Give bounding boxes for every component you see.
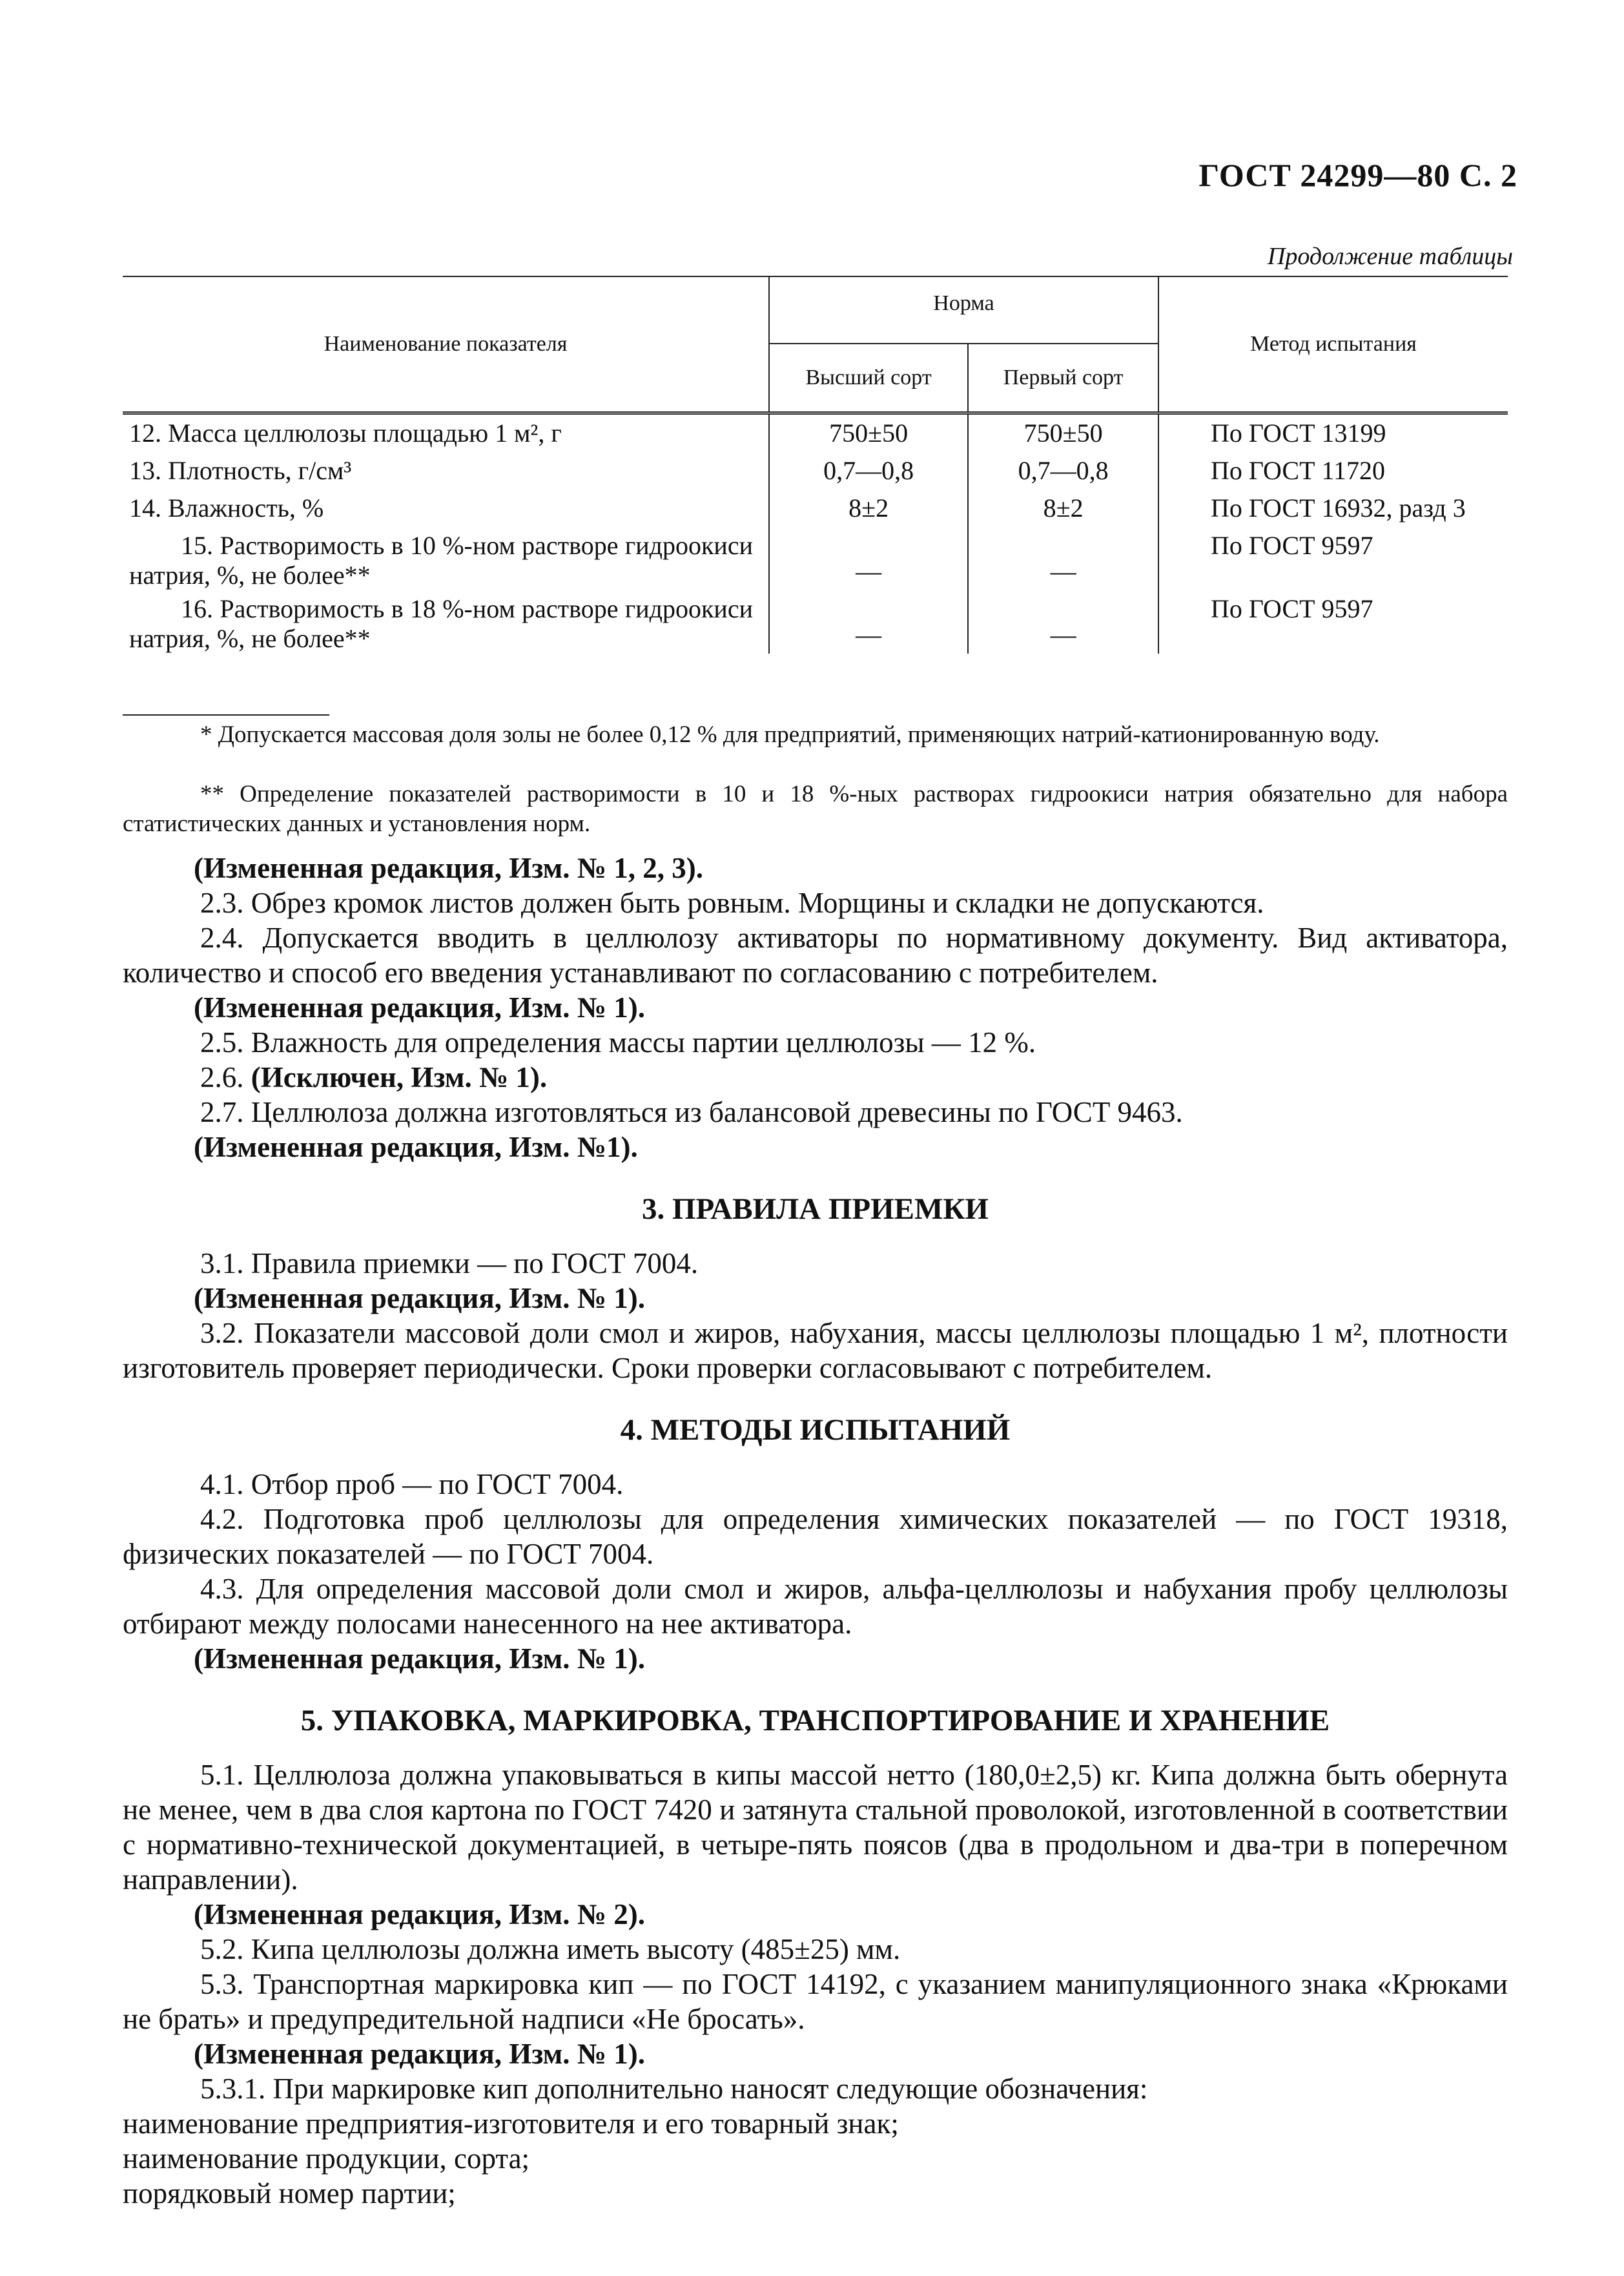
spec-table bbox=[123, 276, 1508, 654]
col-header-name: Наименование показателя bbox=[123, 276, 769, 413]
cell-grade-top-wrap bbox=[769, 527, 968, 590]
section-3-heading: 3. ПРАВИЛА ПРИЕМКИ bbox=[642, 1192, 989, 1226]
paragraph-2-6-number: 2.6. bbox=[200, 1061, 244, 1093]
cell-grade-top-wrap bbox=[769, 590, 968, 654]
cell-name: 14. Влажность, % bbox=[123, 490, 769, 527]
amendment-note: (Измененная редакция, Изм. №1). bbox=[194, 1131, 638, 1163]
paragraph-5-2: 5.2. Кипа целлюлозы должна иметь высоту (485±25) мм. bbox=[200, 1933, 901, 1965]
cell-grade-top: 750±50 bbox=[769, 413, 968, 453]
cell-method: По ГОСТ 9597 bbox=[1158, 590, 1508, 654]
cell-grade-first: 750±50 bbox=[968, 413, 1158, 453]
cell-grade-first: — bbox=[1050, 557, 1076, 586]
cell-name: 13. Плотность, г/см³ bbox=[123, 452, 769, 490]
page-header-title: ГОСТ 24299—80 С. 2 bbox=[1198, 157, 1517, 193]
list-item: порядковый номер партии; bbox=[123, 2177, 456, 2209]
amendment-note: (Измененная редакция, Изм. № 1). bbox=[194, 991, 646, 1024]
cell-method: По ГОСТ 11720 bbox=[1158, 452, 1508, 490]
amendment-note: (Измененная редакция, Изм. № 1). bbox=[194, 1642, 646, 1675]
main-text bbox=[123, 851, 1508, 2211]
list-item: наименование продукции, сорта; bbox=[123, 2142, 530, 2175]
paragraph-4-2: 4.2. Подготовка проб целлюлозы для определения химических показателей — по ГОСТ 19318, физических показателей — по ГОСТ 7004. bbox=[123, 1503, 1508, 1570]
cell-grade-first-wrap bbox=[968, 527, 1158, 590]
table-row bbox=[123, 527, 1508, 590]
paragraph-5-1: 5.1. Целлюлоза должна упаковываться в кипы массой нетто (180,0±2,5) кг. Кипа должна быть обернута не менее, чем в два слоя картона по ГОСТ 7420 и затянута стальной проволокой, изготовленной в соответствии с нормативно-технической документацией, в четыре-пять поясов (два в продольном и два-три в поперечном направлении). bbox=[123, 1759, 1508, 1896]
paragraph-4-1: 4.1. Отбор проб — по ГОСТ 7004. bbox=[200, 1468, 624, 1500]
cell-method: По ГОСТ 9597 bbox=[1158, 527, 1508, 590]
cell-grade-first-wrap bbox=[968, 590, 1158, 654]
amendment-note: (Измененная редакция, Изм. № 1). bbox=[194, 1282, 646, 1314]
cell-grade-first: 8±2 bbox=[968, 490, 1158, 527]
col-header-grade-top: Высший сорт bbox=[769, 344, 968, 413]
col-header-norm: Норма bbox=[769, 276, 1158, 344]
cell-grade-first: 0,7—0,8 bbox=[968, 452, 1158, 490]
col-header-grade-first: Первый сорт bbox=[968, 344, 1158, 413]
paragraph-2-6 bbox=[123, 1060, 1508, 1095]
paragraph-2-3: 2.3. Обрез кромок листов должен быть ровным. Морщины и складки не допускаются. bbox=[200, 887, 1264, 919]
cell-name: 16. Растворимость в 18 %-ном растворе гидроокиси натрия, %, не более** bbox=[123, 590, 769, 654]
paragraph-3-2: 3.2. Показатели массовой доли смол и жиров, набухания, массы целлюлозы площадью 1 м², плотности изготовитель проверяет периодически. Сроки проверки согласовывают с потребителем. bbox=[123, 1317, 1508, 1384]
cell-name: 12. Масса целлюлозы площадью 1 м², г bbox=[123, 413, 769, 453]
table-row bbox=[123, 490, 1508, 527]
paragraph-2-6-excluded: (Исключен, Изм. № 1). bbox=[251, 1061, 548, 1093]
footnote-1: * Допускается массовая доля золы не более 0,12 % для предприятий, применяющих натрий-катионированную воду. bbox=[200, 721, 1380, 748]
cell-grade-top: — bbox=[856, 620, 882, 649]
cell-grade-top: — bbox=[856, 557, 882, 586]
paragraph-2-7: 2.7. Целлюлоза должна изготовляться из балансовой древесины по ГОСТ 9463. bbox=[200, 1096, 1183, 1128]
cell-grade-first: — bbox=[1050, 620, 1076, 649]
cell-grade-top: 8±2 bbox=[769, 490, 968, 527]
cell-method: По ГОСТ 13199 bbox=[1158, 413, 1508, 453]
paragraph-2-4: 2.4. Допускается вводить в целлюлозу активаторы по нормативному документу. Вид активатора, количество и способ его введения устанавливают по согласованию с потребителем. bbox=[123, 922, 1508, 989]
section-5-heading: 5. УПАКОВКА, МАРКИРОВКА, ТРАНСПОРТИРОВАНИЕ И ХРАНЕНИЕ bbox=[300, 1704, 1330, 1737]
paragraph-3-1: 3.1. Правила приемки — по ГОСТ 7004. bbox=[200, 1247, 699, 1279]
cell-grade-top: 0,7—0,8 bbox=[769, 452, 968, 490]
cell-method: По ГОСТ 16932, разд 3 bbox=[1158, 490, 1508, 527]
cell-name: 15. Растворимость в 10 %-ном растворе гидроокиси натрия, %, не более** bbox=[123, 527, 769, 590]
table-continuation-label: Продолжение таблицы bbox=[1267, 243, 1513, 270]
col-header-method: Метод испытания bbox=[1158, 276, 1508, 413]
paragraph-4-3: 4.3. Для определения массовой доли смол и жиров, альфа-целлюлозы и набухания пробу целлюлозы отбирают между полосами нанесенного на нее активатора. bbox=[123, 1573, 1508, 1640]
footnote-2: ** Определение показателей растворимости в 10 и 18 %-ных растворах гидроокиси натрия обязательно для набора статистических данных и установления норм. bbox=[123, 781, 1508, 837]
section-4-heading: 4. МЕТОДЫ ИСПЫТАНИЙ bbox=[620, 1413, 1011, 1447]
table-row bbox=[123, 590, 1508, 654]
paragraph-5-3-1: 5.3.1. При маркировке кип дополнительно наносят следующие обозначения: bbox=[200, 2073, 1148, 2105]
amendment-note: (Измененная редакция, Изм. № 2). bbox=[194, 1898, 646, 1930]
list-item: наименование предприятия-изготовителя и его товарный знак; bbox=[123, 2107, 899, 2140]
table-row bbox=[123, 452, 1508, 490]
footnote-divider bbox=[123, 714, 329, 716]
table-row bbox=[123, 413, 1508, 453]
amendment-note: (Измененная редакция, Изм. № 1). bbox=[194, 2038, 646, 2070]
paragraph-2-5: 2.5. Влажность для определения массы партии целлюлозы — 12 %. bbox=[200, 1026, 1036, 1059]
amendment-note: (Измененная редакция, Изм. № 1, 2, 3). bbox=[194, 852, 704, 884]
paragraph-5-3: 5.3. Транспортная маркировка кип — по ГОСТ 14192, с указанием манипуляционного знака «Крюками не брать» и предупредительной надписи «Не бросать». bbox=[123, 1968, 1508, 2035]
